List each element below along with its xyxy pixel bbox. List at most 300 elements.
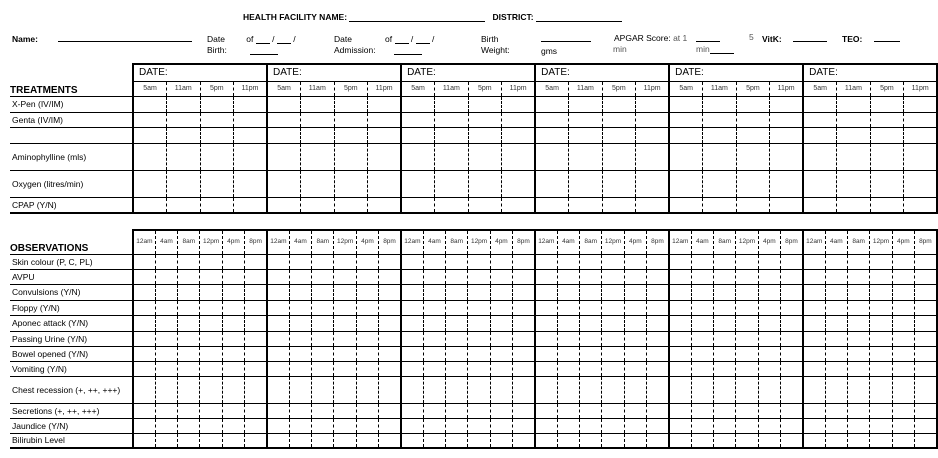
entry-cell[interactable]	[356, 433, 378, 448]
entry-cell[interactable]	[513, 331, 535, 346]
entry-cell[interactable]	[200, 96, 234, 112]
entry-cell[interactable]	[490, 418, 512, 433]
entry-cell[interactable]	[513, 254, 535, 269]
entry-cell[interactable]	[356, 300, 378, 315]
entry-cell[interactable]	[848, 403, 870, 418]
entry-cell[interactable]	[870, 284, 892, 300]
entry-cell[interactable]	[312, 331, 334, 346]
entry-cell[interactable]	[334, 315, 356, 331]
entry-cell[interactable]	[803, 127, 837, 143]
entry-cell[interactable]	[513, 269, 535, 284]
entry-cell[interactable]	[379, 346, 401, 361]
entry-cell[interactable]	[837, 127, 871, 143]
entry-cell[interactable]	[569, 127, 603, 143]
entry-cell[interactable]	[825, 331, 847, 346]
entry-cell[interactable]	[669, 418, 691, 433]
entry-cell[interactable]	[714, 300, 736, 315]
entry-cell[interactable]	[870, 403, 892, 418]
entry-cell[interactable]	[356, 346, 378, 361]
entry-cell[interactable]	[914, 254, 936, 269]
entry-cell[interactable]	[803, 170, 837, 197]
entry-cell[interactable]	[602, 284, 624, 300]
entry-cell[interactable]	[312, 346, 334, 361]
entry-cell[interactable]	[423, 331, 445, 346]
entry-cell[interactable]	[758, 300, 780, 315]
entry-cell[interactable]	[825, 376, 847, 403]
entry-cell[interactable]	[222, 254, 244, 269]
entry-cell[interactable]	[178, 376, 200, 403]
entry-cell[interactable]	[714, 254, 736, 269]
entry-cell[interactable]	[446, 284, 468, 300]
entry-cell[interactable]	[334, 433, 356, 448]
apgar-1min-input[interactable]	[696, 33, 720, 42]
entry-cell[interactable]	[803, 376, 825, 403]
entry-cell[interactable]	[569, 96, 603, 112]
entry-cell[interactable]	[870, 433, 892, 448]
entry-cell[interactable]	[870, 112, 904, 127]
entry-cell[interactable]	[758, 376, 780, 403]
entry-cell[interactable]	[312, 315, 334, 331]
entry-cell[interactable]	[914, 269, 936, 284]
entry-cell[interactable]	[468, 127, 502, 143]
entry-cell[interactable]	[289, 300, 311, 315]
entry-cell[interactable]	[781, 418, 803, 433]
entry-cell[interactable]	[580, 284, 602, 300]
entry-cell[interactable]	[892, 346, 914, 361]
date-header[interactable]: DATE:	[133, 64, 267, 81]
entry-cell[interactable]	[781, 433, 803, 448]
entry-cell[interactable]	[669, 346, 691, 361]
entry-cell[interactable]	[468, 418, 490, 433]
entry-cell[interactable]	[781, 300, 803, 315]
entry-cell[interactable]	[155, 346, 177, 361]
entry-cell[interactable]	[401, 112, 435, 127]
entry-cell[interactable]	[513, 433, 535, 448]
entry-cell[interactable]	[468, 331, 490, 346]
entry-cell[interactable]	[770, 143, 804, 170]
entry-cell[interactable]	[669, 300, 691, 315]
entry-cell[interactable]	[892, 418, 914, 433]
entry-cell[interactable]	[602, 112, 636, 127]
entry-cell[interactable]	[423, 284, 445, 300]
entry-cell[interactable]	[334, 300, 356, 315]
entry-cell[interactable]	[200, 361, 222, 376]
entry-cell[interactable]	[870, 361, 892, 376]
entry-cell[interactable]	[837, 170, 871, 197]
entry-cell[interactable]	[703, 112, 737, 127]
entry-cell[interactable]	[267, 433, 289, 448]
entry-cell[interactable]	[703, 197, 737, 213]
entry-cell[interactable]	[423, 418, 445, 433]
entry-cell[interactable]	[580, 315, 602, 331]
entry-cell[interactable]	[312, 284, 334, 300]
entry-cell[interactable]	[446, 418, 468, 433]
entry-cell[interactable]	[803, 331, 825, 346]
entry-cell[interactable]	[602, 376, 624, 403]
entry-cell[interactable]	[569, 170, 603, 197]
entry-cell[interactable]	[401, 403, 423, 418]
entry-cell[interactable]	[691, 331, 713, 346]
entry-cell[interactable]	[624, 418, 646, 433]
entry-cell[interactable]	[178, 403, 200, 418]
entry-cell[interactable]	[155, 331, 177, 346]
entry-cell[interactable]	[803, 96, 837, 112]
entry-cell[interactable]	[423, 269, 445, 284]
entry-cell[interactable]	[636, 112, 670, 127]
entry-cell[interactable]	[647, 361, 669, 376]
entry-cell[interactable]	[557, 376, 579, 403]
entry-cell[interactable]	[870, 127, 904, 143]
entry-cell[interactable]	[334, 197, 368, 213]
entry-cell[interactable]	[490, 300, 512, 315]
entry-cell[interactable]	[825, 403, 847, 418]
dob-month-input[interactable]	[277, 35, 291, 44]
entry-cell[interactable]	[167, 127, 201, 143]
entry-cell[interactable]	[200, 300, 222, 315]
entry-cell[interactable]	[848, 269, 870, 284]
entry-cell[interactable]	[669, 284, 691, 300]
entry-cell[interactable]	[155, 315, 177, 331]
entry-cell[interactable]	[245, 403, 267, 418]
entry-cell[interactable]	[669, 254, 691, 269]
entry-cell[interactable]	[669, 96, 703, 112]
entry-cell[interactable]	[557, 331, 579, 346]
entry-cell[interactable]	[133, 254, 155, 269]
entry-cell[interactable]	[435, 197, 469, 213]
entry-cell[interactable]	[647, 433, 669, 448]
entry-cell[interactable]	[289, 376, 311, 403]
entry-cell[interactable]	[490, 403, 512, 418]
entry-cell[interactable]	[178, 315, 200, 331]
vitk-input[interactable]	[793, 33, 827, 42]
entry-cell[interactable]	[368, 127, 402, 143]
entry-cell[interactable]	[669, 315, 691, 331]
entry-cell[interactable]	[267, 127, 301, 143]
entry-cell[interactable]	[647, 269, 669, 284]
entry-cell[interactable]	[133, 376, 155, 403]
entry-cell[interactable]	[914, 284, 936, 300]
entry-cell[interactable]	[535, 300, 557, 315]
entry-cell[interactable]	[557, 403, 579, 418]
entry-cell[interactable]	[200, 143, 234, 170]
entry-cell[interactable]	[736, 300, 758, 315]
entry-cell[interactable]	[714, 284, 736, 300]
entry-cell[interactable]	[848, 376, 870, 403]
entry-cell[interactable]	[513, 418, 535, 433]
entry-cell[interactable]	[446, 254, 468, 269]
entry-cell[interactable]	[435, 96, 469, 112]
entry-cell[interactable]	[904, 143, 938, 170]
entry-cell[interactable]	[703, 127, 737, 143]
entry-cell[interactable]	[334, 331, 356, 346]
entry-cell[interactable]	[569, 197, 603, 213]
name-input[interactable]	[58, 33, 192, 42]
entry-cell[interactable]	[490, 346, 512, 361]
entry-cell[interactable]	[535, 96, 569, 112]
entry-cell[interactable]	[423, 403, 445, 418]
entry-cell[interactable]	[222, 376, 244, 403]
entry-cell[interactable]	[312, 376, 334, 403]
entry-cell[interactable]	[914, 376, 936, 403]
entry-cell[interactable]	[490, 254, 512, 269]
entry-cell[interactable]	[669, 403, 691, 418]
entry-cell[interactable]	[736, 284, 758, 300]
entry-cell[interactable]	[289, 284, 311, 300]
dob-year-input[interactable]	[250, 46, 278, 55]
entry-cell[interactable]	[155, 433, 177, 448]
entry-cell[interactable]	[557, 433, 579, 448]
entry-cell[interactable]	[602, 300, 624, 315]
entry-cell[interactable]	[178, 300, 200, 315]
entry-cell[interactable]	[200, 331, 222, 346]
entry-cell[interactable]	[178, 269, 200, 284]
entry-cell[interactable]	[714, 346, 736, 361]
entry-cell[interactable]	[870, 315, 892, 331]
entry-cell[interactable]	[602, 269, 624, 284]
entry-cell[interactable]	[736, 433, 758, 448]
entry-cell[interactable]	[222, 361, 244, 376]
entry-cell[interactable]	[714, 403, 736, 418]
entry-cell[interactable]	[133, 331, 155, 346]
entry-cell[interactable]	[267, 331, 289, 346]
entry-cell[interactable]	[155, 376, 177, 403]
entry-cell[interactable]	[557, 254, 579, 269]
entry-cell[interactable]	[736, 254, 758, 269]
entry-cell[interactable]	[401, 127, 435, 143]
entry-cell[interactable]	[222, 269, 244, 284]
entry-cell[interactable]	[848, 315, 870, 331]
entry-cell[interactable]	[267, 143, 301, 170]
entry-cell[interactable]	[636, 143, 670, 170]
entry-cell[interactable]	[468, 96, 502, 112]
entry-cell[interactable]	[379, 315, 401, 331]
entry-cell[interactable]	[848, 361, 870, 376]
entry-cell[interactable]	[435, 143, 469, 170]
entry-cell[interactable]	[781, 315, 803, 331]
entry-cell[interactable]	[379, 433, 401, 448]
entry-cell[interactable]	[301, 143, 335, 170]
entry-cell[interactable]	[602, 254, 624, 269]
entry-cell[interactable]	[245, 284, 267, 300]
entry-cell[interactable]	[848, 331, 870, 346]
entry-cell[interactable]	[490, 361, 512, 376]
entry-cell[interactable]	[803, 112, 837, 127]
entry-cell[interactable]	[379, 403, 401, 418]
entry-cell[interactable]	[368, 96, 402, 112]
entry-cell[interactable]	[904, 197, 938, 213]
entry-cell[interactable]	[781, 376, 803, 403]
entry-cell[interactable]	[736, 376, 758, 403]
entry-cell[interactable]	[870, 331, 892, 346]
entry-cell[interactable]	[423, 376, 445, 403]
entry-cell[interactable]	[200, 254, 222, 269]
entry-cell[interactable]	[803, 403, 825, 418]
entry-cell[interactable]	[870, 197, 904, 213]
entry-cell[interactable]	[301, 197, 335, 213]
entry-cell[interactable]	[837, 197, 871, 213]
entry-cell[interactable]	[914, 346, 936, 361]
entry-cell[interactable]	[490, 376, 512, 403]
entry-cell[interactable]	[289, 315, 311, 331]
entry-cell[interactable]	[803, 269, 825, 284]
entry-cell[interactable]	[535, 346, 557, 361]
entry-cell[interactable]	[379, 331, 401, 346]
date-header[interactable]: DATE:	[535, 64, 669, 81]
entry-cell[interactable]	[535, 127, 569, 143]
entry-cell[interactable]	[222, 418, 244, 433]
entry-cell[interactable]	[245, 254, 267, 269]
entry-cell[interactable]	[334, 254, 356, 269]
entry-cell[interactable]	[334, 376, 356, 403]
entry-cell[interactable]	[289, 254, 311, 269]
entry-cell[interactable]	[234, 96, 268, 112]
entry-cell[interactable]	[435, 127, 469, 143]
entry-cell[interactable]	[870, 269, 892, 284]
entry-cell[interactable]	[234, 170, 268, 197]
entry-cell[interactable]	[222, 403, 244, 418]
entry-cell[interactable]	[356, 331, 378, 346]
entry-cell[interactable]	[714, 315, 736, 331]
entry-cell[interactable]	[557, 284, 579, 300]
entry-cell[interactable]	[356, 403, 378, 418]
entry-cell[interactable]	[267, 361, 289, 376]
entry-cell[interactable]	[803, 143, 837, 170]
entry-cell[interactable]	[379, 254, 401, 269]
entry-cell[interactable]	[736, 170, 770, 197]
entry-cell[interactable]	[267, 96, 301, 112]
entry-cell[interactable]	[446, 300, 468, 315]
entry-cell[interactable]	[770, 112, 804, 127]
entry-cell[interactable]	[669, 127, 703, 143]
entry-cell[interactable]	[691, 269, 713, 284]
entry-cell[interactable]	[267, 269, 289, 284]
entry-cell[interactable]	[758, 331, 780, 346]
entry-cell[interactable]	[580, 269, 602, 284]
entry-cell[interactable]	[647, 315, 669, 331]
entry-cell[interactable]	[234, 112, 268, 127]
entry-cell[interactable]	[736, 331, 758, 346]
entry-cell[interactable]	[781, 346, 803, 361]
entry-cell[interactable]	[133, 284, 155, 300]
entry-cell[interactable]	[468, 403, 490, 418]
entry-cell[interactable]	[602, 143, 636, 170]
entry-cell[interactable]	[580, 331, 602, 346]
entry-cell[interactable]	[557, 300, 579, 315]
entry-cell[interactable]	[669, 197, 703, 213]
entry-cell[interactable]	[401, 315, 423, 331]
entry-cell[interactable]	[669, 170, 703, 197]
entry-cell[interactable]	[468, 376, 490, 403]
entry-cell[interactable]	[703, 143, 737, 170]
entry-cell[interactable]	[647, 403, 669, 418]
entry-cell[interactable]	[647, 331, 669, 346]
entry-cell[interactable]	[557, 346, 579, 361]
entry-cell[interactable]	[401, 418, 423, 433]
entry-cell[interactable]	[312, 300, 334, 315]
entry-cell[interactable]	[468, 315, 490, 331]
entry-cell[interactable]	[312, 433, 334, 448]
entry-cell[interactable]	[178, 418, 200, 433]
entry-cell[interactable]	[468, 284, 490, 300]
entry-cell[interactable]	[647, 346, 669, 361]
entry-cell[interactable]	[870, 254, 892, 269]
entry-cell[interactable]	[892, 331, 914, 346]
entry-cell[interactable]	[267, 112, 301, 127]
entry-cell[interactable]	[200, 418, 222, 433]
entry-cell[interactable]	[301, 127, 335, 143]
entry-cell[interactable]	[535, 361, 557, 376]
entry-cell[interactable]	[356, 284, 378, 300]
entry-cell[interactable]	[870, 143, 904, 170]
entry-cell[interactable]	[647, 376, 669, 403]
entry-cell[interactable]	[356, 254, 378, 269]
entry-cell[interactable]	[647, 418, 669, 433]
entry-cell[interactable]	[557, 361, 579, 376]
entry-cell[interactable]	[435, 170, 469, 197]
entry-cell[interactable]	[334, 346, 356, 361]
entry-cell[interactable]	[222, 331, 244, 346]
entry-cell[interactable]	[624, 284, 646, 300]
entry-cell[interactable]	[245, 315, 267, 331]
entry-cell[interactable]	[557, 315, 579, 331]
entry-cell[interactable]	[892, 403, 914, 418]
entry-cell[interactable]	[848, 300, 870, 315]
entry-cell[interactable]	[758, 418, 780, 433]
entry-cell[interactable]	[446, 331, 468, 346]
entry-cell[interactable]	[837, 96, 871, 112]
entry-cell[interactable]	[356, 376, 378, 403]
entry-cell[interactable]	[502, 170, 536, 197]
entry-cell[interactable]	[289, 346, 311, 361]
entry-cell[interactable]	[513, 403, 535, 418]
entry-cell[interactable]	[167, 143, 201, 170]
entry-cell[interactable]	[490, 315, 512, 331]
entry-cell[interactable]	[825, 346, 847, 361]
entry-cell[interactable]	[736, 361, 758, 376]
entry-cell[interactable]	[468, 361, 490, 376]
date-header[interactable]: DATE:	[401, 64, 535, 81]
entry-cell[interactable]	[914, 315, 936, 331]
entry-cell[interactable]	[245, 346, 267, 361]
entry-cell[interactable]	[312, 418, 334, 433]
entry-cell[interactable]	[490, 284, 512, 300]
doa-year-input[interactable]	[394, 46, 422, 55]
entry-cell[interactable]	[133, 269, 155, 284]
entry-cell[interactable]	[379, 269, 401, 284]
entry-cell[interactable]	[379, 300, 401, 315]
entry-cell[interactable]	[870, 346, 892, 361]
entry-cell[interactable]	[870, 418, 892, 433]
entry-cell[interactable]	[848, 254, 870, 269]
entry-cell[interactable]	[289, 361, 311, 376]
entry-cell[interactable]	[803, 418, 825, 433]
entry-cell[interactable]	[155, 403, 177, 418]
entry-cell[interactable]	[602, 418, 624, 433]
entry-cell[interactable]	[602, 197, 636, 213]
entry-cell[interactable]	[837, 143, 871, 170]
entry-cell[interactable]	[368, 143, 402, 170]
entry-cell[interactable]	[535, 269, 557, 284]
entry-cell[interactable]	[334, 112, 368, 127]
entry-cell[interactable]	[669, 269, 691, 284]
entry-cell[interactable]	[334, 284, 356, 300]
entry-cell[interactable]	[468, 197, 502, 213]
entry-cell[interactable]	[502, 96, 536, 112]
entry-cell[interactable]	[446, 433, 468, 448]
entry-cell[interactable]	[178, 254, 200, 269]
entry-cell[interactable]	[334, 127, 368, 143]
entry-cell[interactable]	[636, 96, 670, 112]
